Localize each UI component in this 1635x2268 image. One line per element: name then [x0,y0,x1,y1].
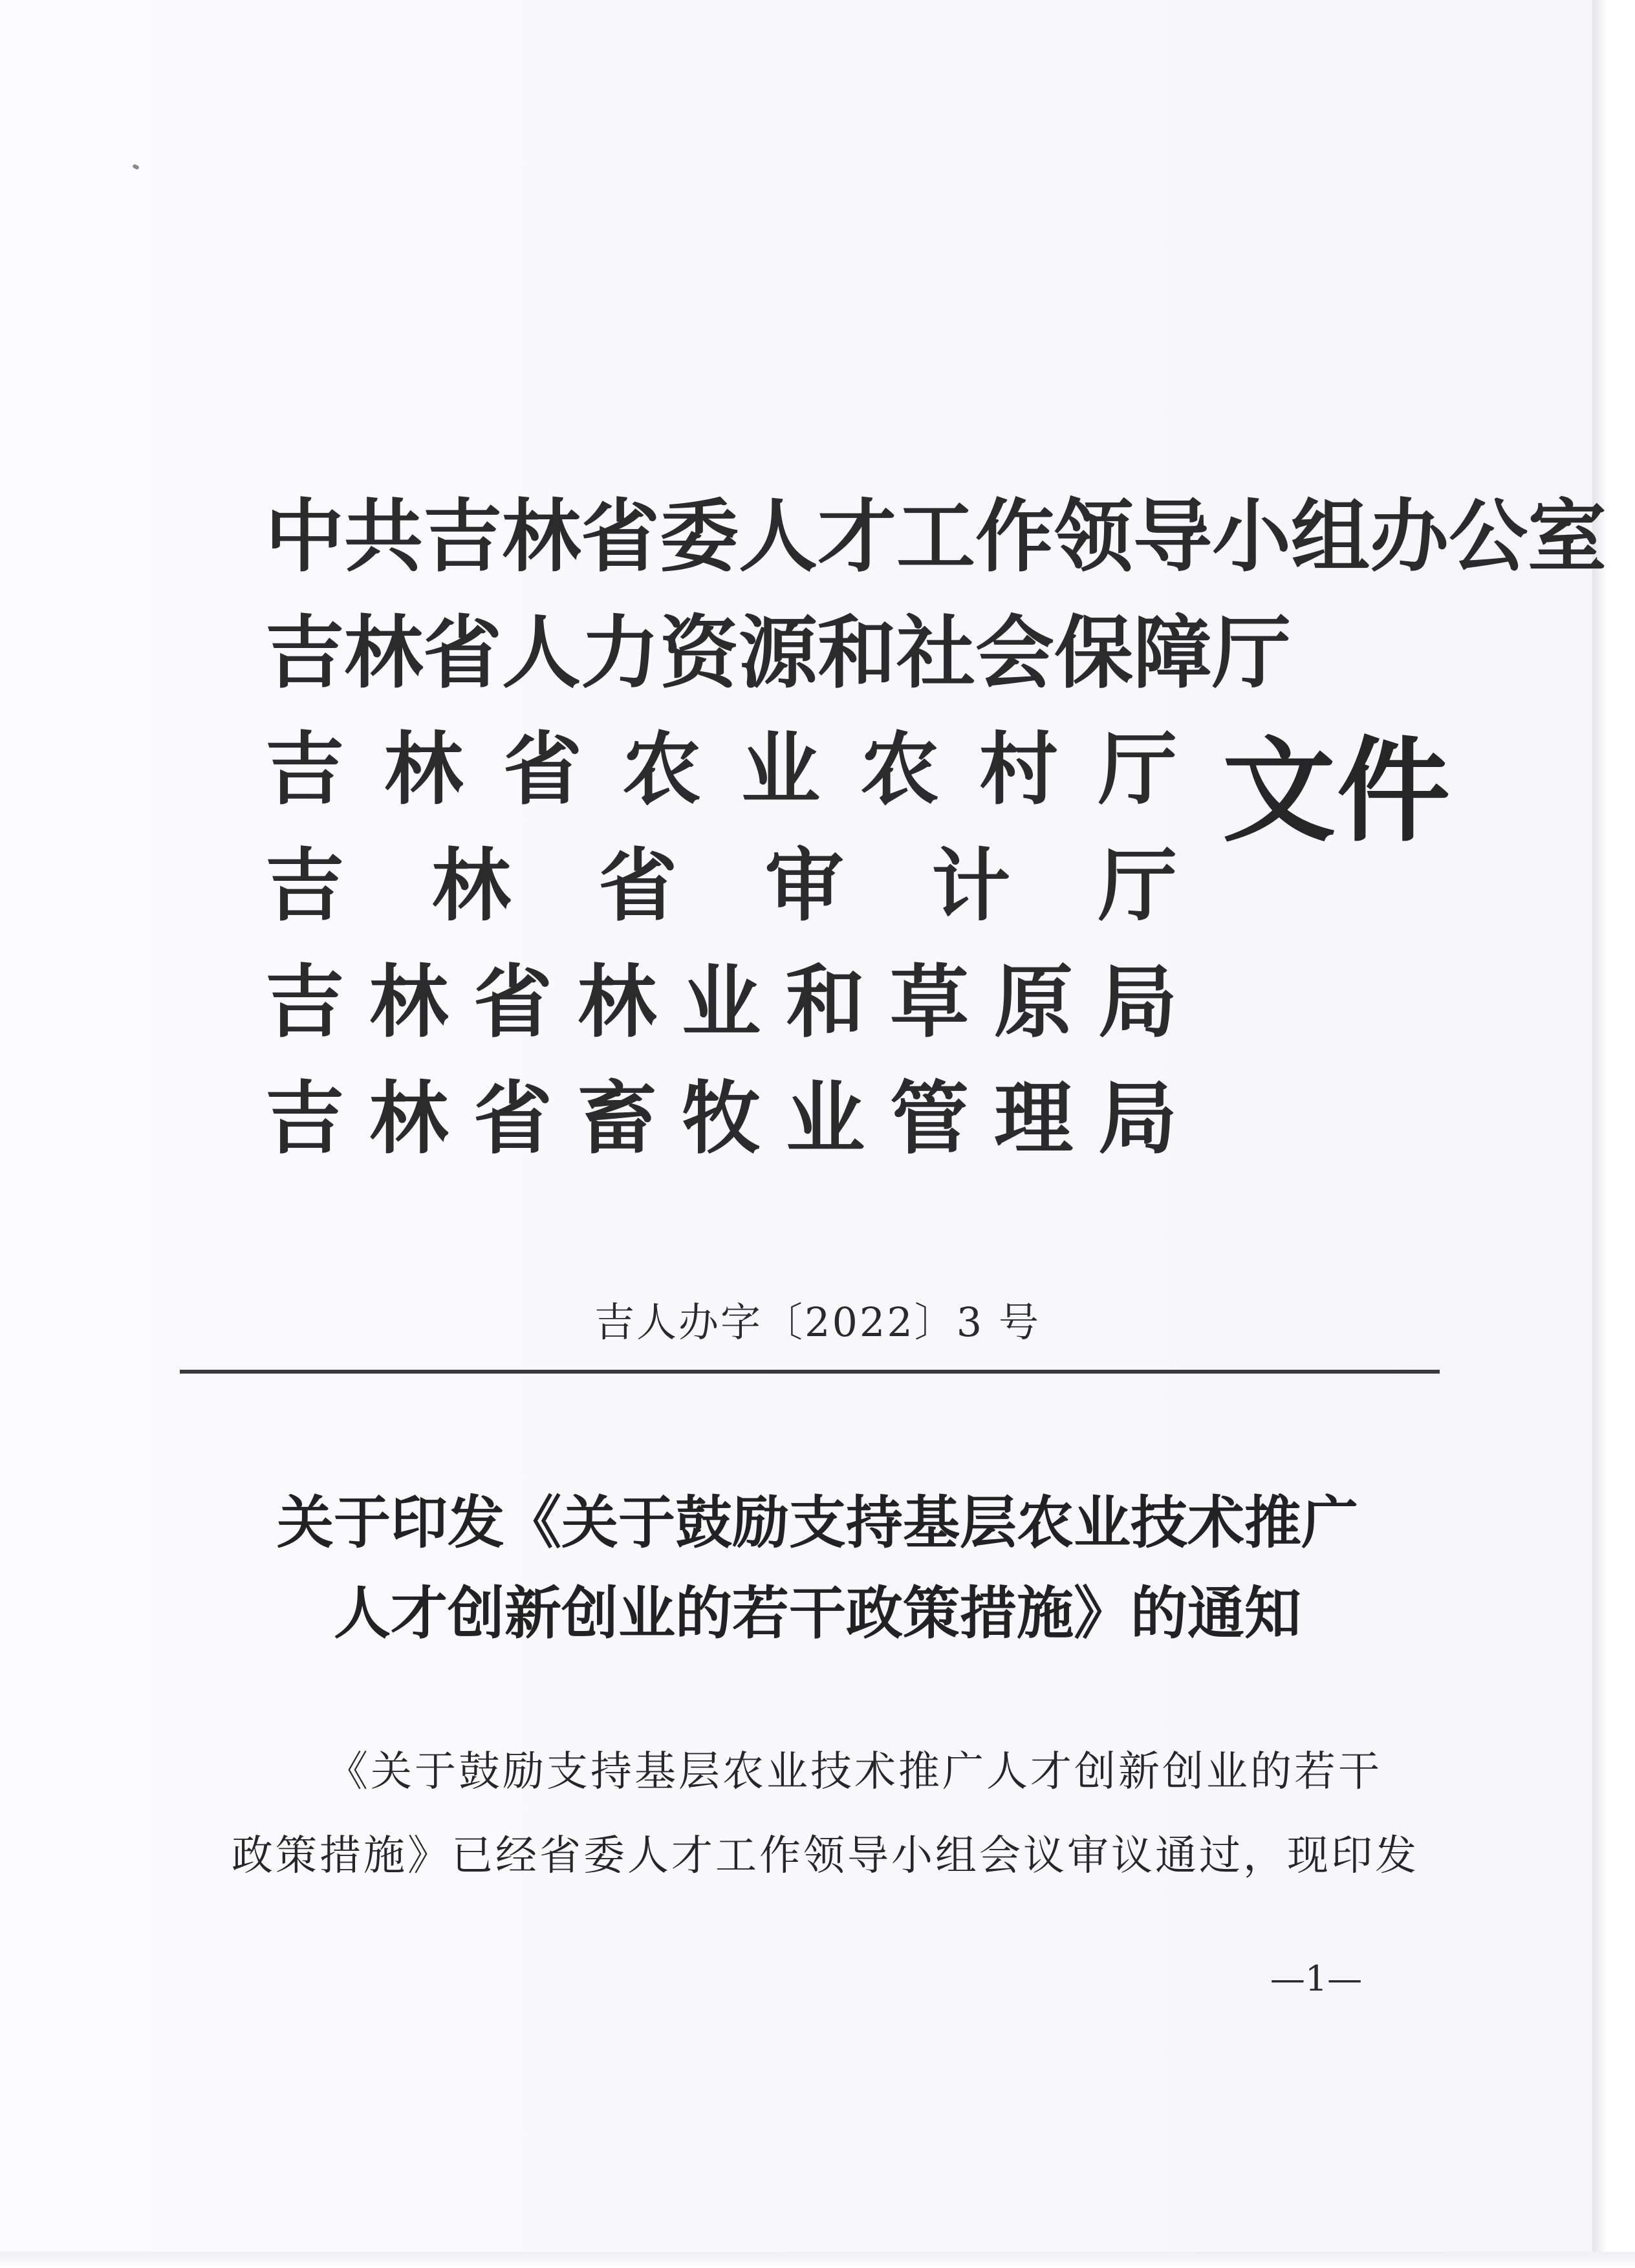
issuer-char: 人 [502,607,581,699]
notice-title-line-2: 人才创新创业的若干政策措施》的通知 [333,1580,1301,1647]
issuer-char: 障 [1133,607,1212,699]
header-divider [180,1370,1440,1374]
issuer-char: 工 [896,491,975,583]
document-type-label: 文件 [1222,726,1451,858]
issuer-char: 厅 [1098,724,1177,815]
issuer-char: 小 [1212,491,1291,583]
issuer-char: 作 [975,491,1054,583]
issuer-char: 室 [1528,491,1607,583]
issuer-char: 原 [994,956,1073,1048]
issuer-char: 才 [817,491,896,583]
issuer-char: 林 [431,840,511,932]
issuer-char: 吉 [423,491,502,583]
issuer-line-3 [265,711,1177,828]
issuer-char: 导 [1133,491,1212,583]
issuer-char: 会 [975,607,1054,699]
issuer-line-2 [265,595,1291,711]
issuer-char: 省 [581,491,660,583]
issuer-char: 林 [369,1073,448,1165]
issuer-char: 吉 [265,607,344,699]
issuer-char: 林 [502,491,581,583]
issuer-char: 农 [622,724,701,815]
issuer-char: 源 [739,607,817,699]
issuer-line-4 [265,828,1177,944]
issuer-char: 业 [786,1073,865,1165]
issuer-char: 村 [979,724,1058,815]
issuer-char: 和 [817,607,896,699]
issuer-char: 资 [660,607,739,699]
issuer-char: 管 [890,1073,969,1165]
issuer-char: 吉 [265,956,344,1048]
issuer-char: 草 [890,956,969,1048]
issuer-char: 业 [682,956,761,1048]
issuer-char: 农 [860,724,939,815]
document-number: 吉人办字〔2022〕3 号 [594,1299,1041,1346]
issuer-char: 社 [896,607,975,699]
body-text-line-2: 政策措施》已经省委人才工作领导小组会议审议通过，现印发 [232,1832,1419,1880]
issuer-char: 计 [931,840,1011,932]
issuer-char: 林 [578,956,656,1048]
issuer-char: 力 [581,607,660,699]
issuer-char: 人 [739,491,817,583]
issuer-char: 林 [369,956,448,1048]
issuer-char: 局 [1098,956,1177,1048]
issuer-char: 林 [384,724,463,815]
issuer-char: 省 [473,1073,552,1165]
issuer-line-1 [265,479,1607,595]
issuer-char: 吉 [265,840,344,932]
body-text-line-1: 《关于鼓励支持基层农业技术推广人才创新创业的若干 [327,1748,1382,1796]
issuer-char: 领 [1054,491,1133,583]
scan-edge-bottom [0,2252,1635,2268]
scan-edge-right [1592,0,1635,2268]
issuer-char: 厅 [1212,607,1291,699]
issuer-char: 公 [1449,491,1528,583]
issuer-char: 牧 [682,1073,761,1165]
issuer-line-6 [265,1061,1177,1177]
scan-speck [132,164,140,170]
issuer-char: 理 [994,1073,1073,1165]
issuer-char: 委 [660,491,739,583]
issuer-char: 省 [473,956,552,1048]
issuer-char: 吉 [265,724,344,815]
issuer-char: 畜 [578,1073,656,1165]
page-number: —1— [1270,1958,1363,1999]
issuer-char: 省 [598,840,678,932]
issuer-char: 审 [764,840,844,932]
issuer-char: 和 [786,956,865,1048]
notice-title-line-1: 关于印发《关于鼓励支持基层农业技术推广 [276,1489,1358,1556]
issuer-char: 省 [423,607,502,699]
issuer-char: 共 [344,491,423,583]
issuer-char: 吉 [265,1073,344,1165]
issuer-char: 中 [265,491,344,583]
issuer-char: 林 [344,607,423,699]
issuer-char: 省 [503,724,582,815]
issuer-line-5 [265,944,1177,1061]
issuer-char: 厅 [1098,840,1177,932]
issuer-char: 保 [1054,607,1133,699]
issuer-char: 局 [1098,1073,1177,1165]
issuer-char: 办 [1370,491,1449,583]
issuer-char: 业 [741,724,820,815]
issuer-char: 组 [1291,491,1370,583]
